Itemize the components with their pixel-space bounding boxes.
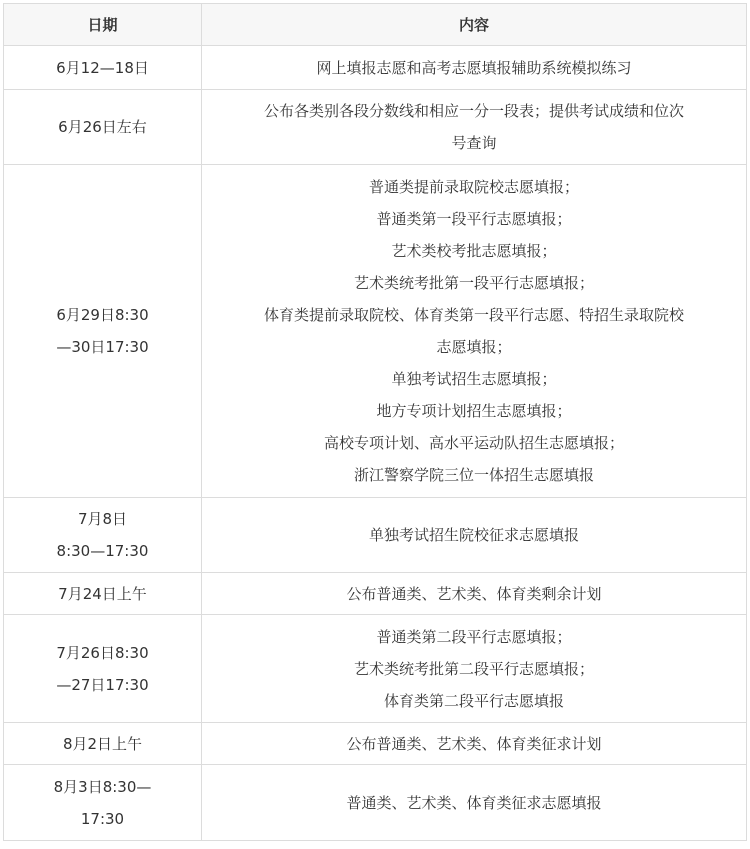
content-cell: 公布普通类、艺术类、体育类征求计划: [202, 723, 747, 765]
content-cell: 公布各类别各段分数线和相应一分一段表；提供考试成绩和位次 号查询: [202, 90, 747, 165]
table-header-row: [4, 4, 747, 46]
date-cell: 6月26日左右: [4, 90, 202, 165]
date-cell: 8月2日上午: [4, 723, 202, 765]
header-date: 日期: [4, 4, 202, 46]
content-cell: 普通类提前录取院校志愿填报； 普通类第一段平行志愿填报； 艺术类校考批志愿填报； 艺术类统考批第一段平行志愿填报； 体育类提前录取院校、体育类第一段平行志愿、特招生录取院校 志愿填报； 单独考试招生志愿填报； 地方专项计划招生志愿填报； 高校专项计划、高水平运动队招生志愿填报； 浙江警察学院三位一体招生志愿填报: [202, 165, 747, 498]
table-row: [4, 46, 747, 90]
schedule-table: [3, 3, 747, 841]
date-cell: 6月29日8:30 —30日17:30: [4, 165, 202, 498]
table-row: [4, 765, 747, 841]
table-row: [4, 498, 747, 573]
date-cell: 8月3日8:30— 17:30: [4, 765, 202, 841]
content-cell: 单独考试招生院校征求志愿填报: [202, 498, 747, 573]
date-cell: 7月24日上午: [4, 573, 202, 615]
date-cell: 7月8日 8:30—17:30: [4, 498, 202, 573]
table-row: [4, 723, 747, 765]
header-content: 内容: [202, 4, 747, 46]
content-cell: 网上填报志愿和高考志愿填报辅助系统模拟练习: [202, 46, 747, 90]
table-row: [4, 573, 747, 615]
table-row: [4, 615, 747, 723]
content-cell: 普通类第二段平行志愿填报； 艺术类统考批第二段平行志愿填报； 体育类第二段平行志愿填报: [202, 615, 747, 723]
content-cell: 公布普通类、艺术类、体育类剩余计划: [202, 573, 747, 615]
date-cell: 6月12—18日: [4, 46, 202, 90]
content-cell: 普通类、艺术类、体育类征求志愿填报: [202, 765, 747, 841]
table-row: [4, 90, 747, 165]
table-row: [4, 165, 747, 498]
date-cell: 7月26日8:30 —27日17:30: [4, 615, 202, 723]
